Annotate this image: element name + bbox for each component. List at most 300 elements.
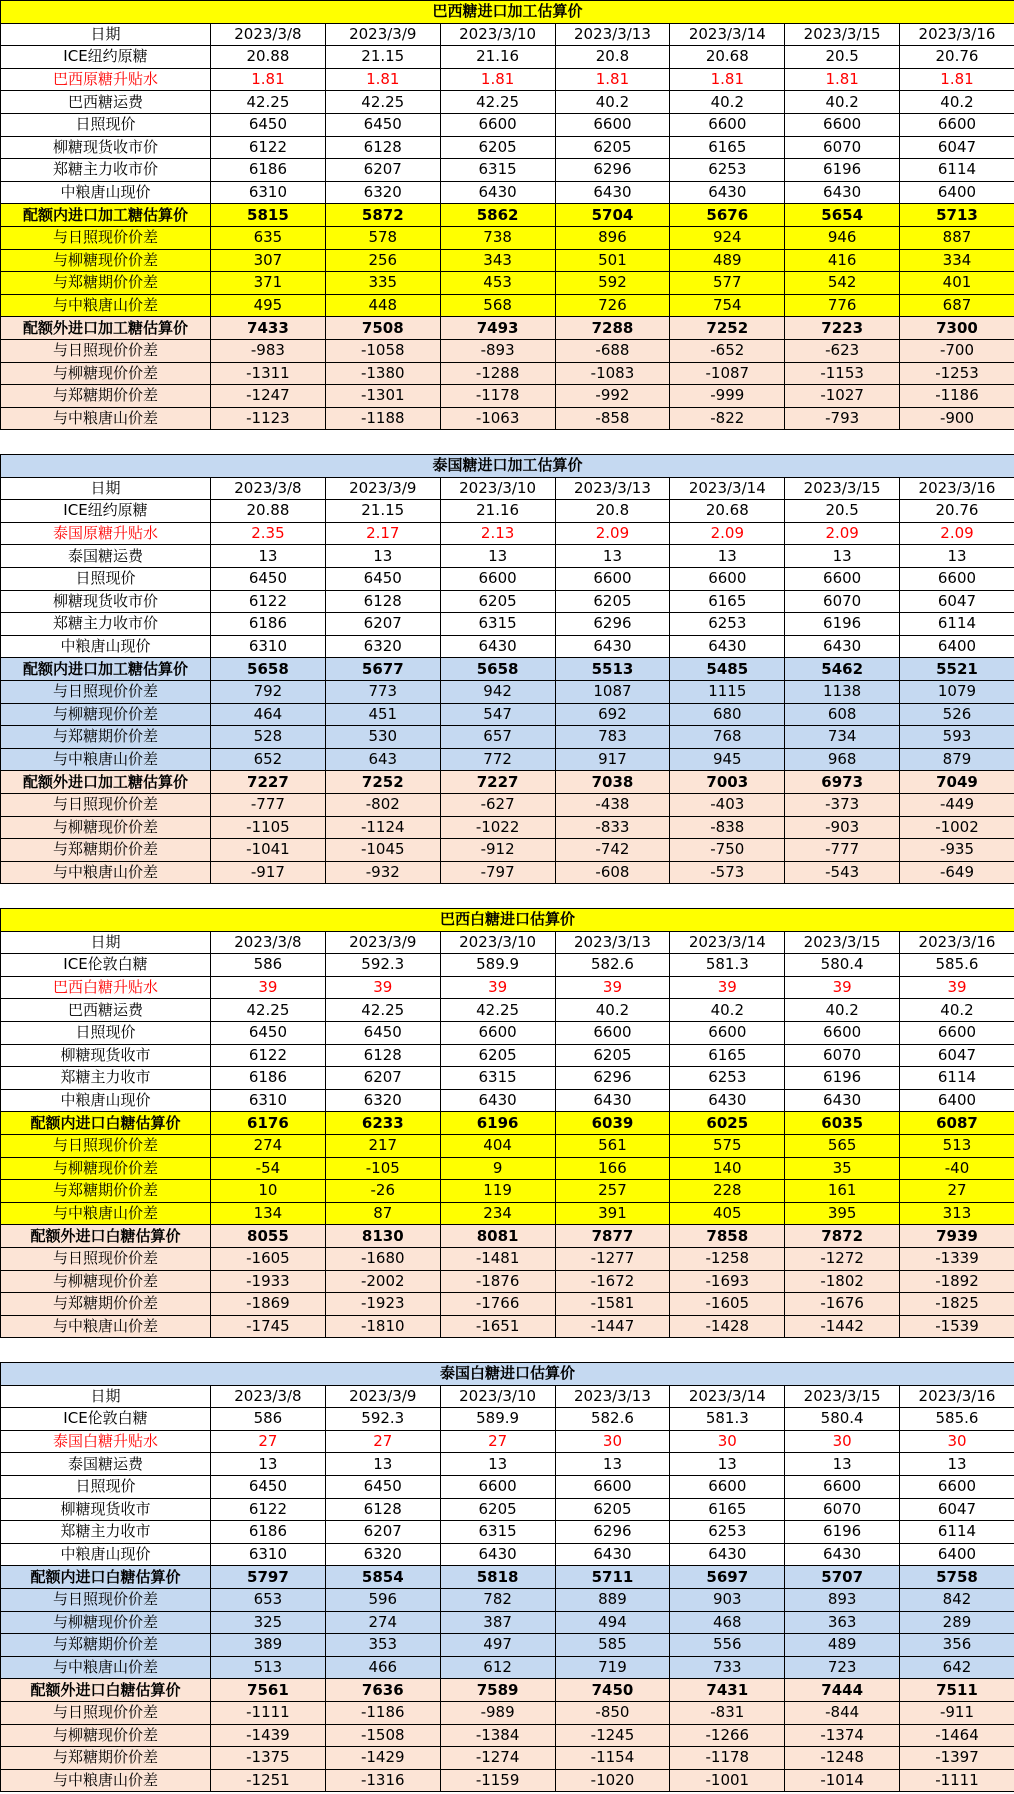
row-label: 与中粮唐山价差 xyxy=(1,1315,211,1338)
table-cell: 39 xyxy=(325,976,440,999)
table-cell: -742 xyxy=(555,839,670,862)
table-cell: 6253 xyxy=(670,1067,785,1090)
table-cell: 6600 xyxy=(555,113,670,136)
table-cell: -1274 xyxy=(440,1747,555,1770)
table-cell: 513 xyxy=(900,1134,1014,1157)
table-cell: 2.17 xyxy=(325,522,440,545)
table-cell: 585 xyxy=(555,1634,670,1657)
row-label: 与中粮唐山价差 xyxy=(1,1769,211,1792)
table-cell: 592.3 xyxy=(325,954,440,977)
table-cell: 6114 xyxy=(900,613,1014,636)
table-cell: -1447 xyxy=(555,1315,670,1338)
table-row xyxy=(1,635,1014,658)
row-label: 配额内进口加工糖估算价 xyxy=(1,658,211,681)
table-cell: -573 xyxy=(670,861,785,884)
table-cell: -912 xyxy=(440,839,555,862)
table-cell: 6205 xyxy=(440,590,555,613)
table-cell: 39 xyxy=(670,976,785,999)
row-label: 与郑糖期价价差 xyxy=(1,1634,211,1657)
table-cell: 6430 xyxy=(555,635,670,658)
table-cell: 582.6 xyxy=(555,1408,670,1431)
row-label: 郑糖主力收市 xyxy=(1,1067,211,1090)
table-cell: 353 xyxy=(325,1634,440,1657)
table-cell: 5521 xyxy=(900,658,1014,681)
table-cell: 7300 xyxy=(900,317,1014,340)
row-label: 与日照现价价差 xyxy=(1,1588,211,1611)
table-cell: 723 xyxy=(785,1656,900,1679)
table-cell: 6430 xyxy=(785,635,900,658)
table-cell: -1248 xyxy=(785,1747,900,1770)
table-row xyxy=(1,590,1014,613)
table-row xyxy=(1,1656,1014,1679)
table-cell: -1186 xyxy=(900,385,1014,408)
table-cell: -1188 xyxy=(325,407,440,430)
table-cell: -750 xyxy=(670,839,785,862)
table-cell: -1087 xyxy=(670,362,785,385)
table-row xyxy=(1,1724,1014,1747)
table-cell: -900 xyxy=(900,407,1014,430)
table-cell: 1.81 xyxy=(785,68,900,91)
table-row xyxy=(1,407,1014,430)
table-row xyxy=(1,159,1014,182)
table-row xyxy=(1,793,1014,816)
table-cell: 371 xyxy=(211,272,326,295)
table-cell: -1810 xyxy=(325,1315,440,1338)
table-row xyxy=(1,1453,1014,1476)
table-cell: 13 xyxy=(555,545,670,568)
table-cell: 363 xyxy=(785,1611,900,1634)
table-cell: 39 xyxy=(440,976,555,999)
table-cell: -700 xyxy=(900,339,1014,362)
table-cell: 6450 xyxy=(211,567,326,590)
table-cell: 733 xyxy=(670,1656,785,1679)
table-cell: 6600 xyxy=(900,113,1014,136)
table-cell: 6165 xyxy=(670,1498,785,1521)
table-cell: -1876 xyxy=(440,1270,555,1293)
row-label: 中粮唐山现价 xyxy=(1,1543,211,1566)
table-cell: 917 xyxy=(555,748,670,771)
row-label: 日期 xyxy=(1,23,211,46)
table-cell: 6400 xyxy=(900,1089,1014,1112)
table-cell: 5862 xyxy=(440,204,555,227)
table-cell: 585.6 xyxy=(900,1408,1014,1431)
table-cell: 5704 xyxy=(555,204,670,227)
estimate-table-4 xyxy=(0,1362,1014,1792)
table-cell: 5854 xyxy=(325,1566,440,1589)
table-row xyxy=(1,204,1014,227)
estimate-table-1 xyxy=(0,0,1014,430)
row-label: 与郑糖期价价差 xyxy=(1,1747,211,1770)
table-row xyxy=(1,771,1014,794)
table-cell: 42.25 xyxy=(211,91,326,114)
table-cell: -1245 xyxy=(555,1724,670,1747)
table-cell: 5462 xyxy=(785,658,900,681)
table-cell: 20.68 xyxy=(670,46,785,69)
table-cell: -26 xyxy=(325,1180,440,1203)
table-row xyxy=(1,500,1014,523)
row-label: 与日照现价价差 xyxy=(1,1134,211,1157)
table-cell: 6600 xyxy=(555,1475,670,1498)
table-cell: 6047 xyxy=(900,1498,1014,1521)
table-cell: -911 xyxy=(900,1701,1014,1724)
table-cell: -1442 xyxy=(785,1315,900,1338)
table-cell: 719 xyxy=(555,1656,670,1679)
table-row xyxy=(1,839,1014,862)
table-cell: -777 xyxy=(785,839,900,862)
table-row xyxy=(1,339,1014,362)
row-label: 与柳糖现价价差 xyxy=(1,362,211,385)
table-cell: 6450 xyxy=(325,1475,440,1498)
table-cell: -1159 xyxy=(440,1769,555,1792)
row-label: 泰国糖运费 xyxy=(1,545,211,568)
table-cell: -688 xyxy=(555,339,670,362)
table-cell: -608 xyxy=(555,861,670,884)
row-label: ICE纽约原糖 xyxy=(1,500,211,523)
table-cell: 2023/3/13 xyxy=(555,931,670,954)
table-cell: 6450 xyxy=(211,1021,326,1044)
table-cell: 307 xyxy=(211,249,326,272)
table-cell: 773 xyxy=(325,680,440,703)
row-label: ICE纽约原糖 xyxy=(1,46,211,69)
table-cell: 21.16 xyxy=(440,500,555,523)
table-cell: 274 xyxy=(325,1611,440,1634)
table-cell: 6600 xyxy=(785,113,900,136)
table-cell: 8081 xyxy=(440,1225,555,1248)
table-cell: 13 xyxy=(785,1453,900,1476)
table-cell: 1.81 xyxy=(900,68,1014,91)
table-cell: 466 xyxy=(325,1656,440,1679)
table-cell: 27 xyxy=(211,1430,326,1453)
table-row xyxy=(1,1180,1014,1203)
table-cell: 395 xyxy=(785,1202,900,1225)
table-cell: -1020 xyxy=(555,1769,670,1792)
table-cell: -1272 xyxy=(785,1247,900,1270)
table-cell: 7049 xyxy=(900,771,1014,794)
table-cell: 42.25 xyxy=(211,999,326,1022)
table-cell: 7223 xyxy=(785,317,900,340)
table-cell: 5872 xyxy=(325,204,440,227)
table-cell: -1258 xyxy=(670,1247,785,1270)
table-cell: 586 xyxy=(211,1408,326,1431)
table-row xyxy=(1,294,1014,317)
table-cell: 20.5 xyxy=(785,500,900,523)
row-label: 配额外进口白糖估算价 xyxy=(1,1679,211,1702)
table-cell: -777 xyxy=(211,793,326,816)
table-cell: 6450 xyxy=(325,1021,440,1044)
table-cell: 581.3 xyxy=(670,954,785,977)
row-label: 与郑糖期价价差 xyxy=(1,726,211,749)
table-cell: 30 xyxy=(785,1430,900,1453)
table-cell: 42.25 xyxy=(440,91,555,114)
row-label: 配额外进口白糖估算价 xyxy=(1,1225,211,1248)
table-row xyxy=(1,226,1014,249)
table-row xyxy=(1,1430,1014,1453)
table-cell: 578 xyxy=(325,226,440,249)
table-cell: 6047 xyxy=(900,1044,1014,1067)
table-row xyxy=(1,1157,1014,1180)
table-cell: 738 xyxy=(440,226,555,249)
table-cell: 556 xyxy=(670,1634,785,1657)
table-cell: 2023/3/14 xyxy=(670,477,785,500)
table-cell: -1428 xyxy=(670,1315,785,1338)
table-cell: 6296 xyxy=(555,613,670,636)
table-title-row xyxy=(1,1,1014,24)
table-cell: 497 xyxy=(440,1634,555,1657)
table-cell: 6600 xyxy=(900,567,1014,590)
table-cell: 530 xyxy=(325,726,440,749)
table-cell: 6320 xyxy=(325,181,440,204)
table-row xyxy=(1,1089,1014,1112)
table-cell: 7561 xyxy=(211,1679,326,1702)
table-cell: 589.9 xyxy=(440,1408,555,1431)
table-cell: 568 xyxy=(440,294,555,317)
table-cell: 489 xyxy=(785,1634,900,1657)
table-cell: -850 xyxy=(555,1701,670,1724)
table-cell: 2023/3/8 xyxy=(211,931,326,954)
table-cell: 6207 xyxy=(325,159,440,182)
table-cell: -1266 xyxy=(670,1724,785,1747)
table-cell: 2.09 xyxy=(670,522,785,545)
table-cell: 6430 xyxy=(440,181,555,204)
table-cell: 7450 xyxy=(555,1679,670,1702)
table-cell: 119 xyxy=(440,1180,555,1203)
table-cell: -1041 xyxy=(211,839,326,862)
table-cell: -999 xyxy=(670,385,785,408)
table-cell: 2023/3/13 xyxy=(555,477,670,500)
table-row xyxy=(1,136,1014,159)
table-cell: -2002 xyxy=(325,1270,440,1293)
table-cell: 2023/3/10 xyxy=(440,1385,555,1408)
table-cell: 6196 xyxy=(785,1521,900,1544)
table-cell: 6186 xyxy=(211,613,326,636)
table-cell: 6320 xyxy=(325,635,440,658)
table-cell: 589.9 xyxy=(440,954,555,977)
table-row xyxy=(1,1202,1014,1225)
table-row xyxy=(1,1634,1014,1657)
table-cell: 542 xyxy=(785,272,900,295)
table-row xyxy=(1,613,1014,636)
table-cell: 2.35 xyxy=(211,522,326,545)
row-label: 与郑糖期价价差 xyxy=(1,272,211,295)
table-row xyxy=(1,1747,1014,1770)
table-cell: 1.81 xyxy=(211,68,326,91)
table-cell: 6430 xyxy=(670,635,785,658)
row-label: 与中粮唐山价差 xyxy=(1,294,211,317)
table-cell: 13 xyxy=(900,545,1014,568)
table-cell: -1693 xyxy=(670,1270,785,1293)
table-cell: 20.76 xyxy=(900,500,1014,523)
table-cell: 6070 xyxy=(785,1044,900,1067)
table-row xyxy=(1,726,1014,749)
table-cell: 289 xyxy=(900,1611,1014,1634)
table-cell: 6035 xyxy=(785,1112,900,1135)
table-cell: 2023/3/15 xyxy=(785,931,900,954)
table-cell: -1316 xyxy=(325,1769,440,1792)
table-cell: 6400 xyxy=(900,181,1014,204)
table-cell: -1539 xyxy=(900,1315,1014,1338)
table-cell: -932 xyxy=(325,861,440,884)
table-cell: 9 xyxy=(440,1157,555,1180)
table-cell: 7252 xyxy=(670,317,785,340)
table-row xyxy=(1,1293,1014,1316)
table-cell: -438 xyxy=(555,793,670,816)
table-cell: 42.25 xyxy=(440,999,555,1022)
table-cell: -1022 xyxy=(440,816,555,839)
table-cell: 2.13 xyxy=(440,522,555,545)
row-label: 与柳糖现价价差 xyxy=(1,1611,211,1634)
table-cell: 2023/3/14 xyxy=(670,23,785,46)
table-cell: 20.8 xyxy=(555,46,670,69)
table-row xyxy=(1,249,1014,272)
table-cell: 596 xyxy=(325,1588,440,1611)
table-cell: 942 xyxy=(440,680,555,703)
table-cell: 6430 xyxy=(670,181,785,204)
table-cell: 6186 xyxy=(211,1067,326,1090)
table-cell: 6310 xyxy=(211,635,326,658)
table-cell: 35 xyxy=(785,1157,900,1180)
table-title: 巴西白糖进口估算价 xyxy=(1,909,1014,932)
table-cell: 565 xyxy=(785,1134,900,1157)
table-row xyxy=(1,816,1014,839)
table-cell: 20.76 xyxy=(900,46,1014,69)
table-cell: 2023/3/15 xyxy=(785,1385,900,1408)
table-row xyxy=(1,1385,1014,1408)
row-label: 巴西糖运费 xyxy=(1,999,211,1022)
table-row xyxy=(1,748,1014,771)
table-cell: -1481 xyxy=(440,1247,555,1270)
table-cell: 387 xyxy=(440,1611,555,1634)
table-cell: 6600 xyxy=(785,1021,900,1044)
table-cell: -833 xyxy=(555,816,670,839)
table-cell: -838 xyxy=(670,816,785,839)
table-cell: -1339 xyxy=(900,1247,1014,1270)
table-cell: 2023/3/8 xyxy=(211,1385,326,1408)
table-cell: 134 xyxy=(211,1202,326,1225)
table-cell: 257 xyxy=(555,1180,670,1203)
table-cell: -1178 xyxy=(440,385,555,408)
table-cell: 6165 xyxy=(670,1044,785,1067)
table-cell: 7872 xyxy=(785,1225,900,1248)
table-cell: 489 xyxy=(670,249,785,272)
table-cell: -1063 xyxy=(440,407,555,430)
table-cell: 13 xyxy=(555,1453,670,1476)
table-cell: -831 xyxy=(670,1701,785,1724)
table-cell: -1380 xyxy=(325,362,440,385)
table-cell: 13 xyxy=(325,545,440,568)
table-cell: 6400 xyxy=(900,635,1014,658)
table-cell: 20.8 xyxy=(555,500,670,523)
row-label: 与柳糖现价价差 xyxy=(1,1157,211,1180)
table-row xyxy=(1,46,1014,69)
table-cell: 274 xyxy=(211,1134,326,1157)
table-cell: 27 xyxy=(325,1430,440,1453)
row-label: 配额内进口加工糖估算价 xyxy=(1,204,211,227)
table-cell: 692 xyxy=(555,703,670,726)
row-label: 与郑糖期价价差 xyxy=(1,1293,211,1316)
table-cell: 6087 xyxy=(900,1112,1014,1135)
table-cell: 7858 xyxy=(670,1225,785,1248)
table-cell: 6186 xyxy=(211,1521,326,1544)
table-cell: 687 xyxy=(900,294,1014,317)
table-row xyxy=(1,861,1014,884)
table-cell: -1384 xyxy=(440,1724,555,1747)
table-cell: 8130 xyxy=(325,1225,440,1248)
row-label: 与郑糖期价价差 xyxy=(1,839,211,862)
table-cell: 783 xyxy=(555,726,670,749)
table-row xyxy=(1,1521,1014,1544)
row-label: 与柳糖现价价差 xyxy=(1,1724,211,1747)
table-cell: 5658 xyxy=(211,658,326,681)
table-cell: 228 xyxy=(670,1180,785,1203)
table-cell: -1251 xyxy=(211,1769,326,1792)
row-label: 与郑糖期价价差 xyxy=(1,385,211,408)
table-row xyxy=(1,1067,1014,1090)
table-cell: 39 xyxy=(785,976,900,999)
table-cell: 734 xyxy=(785,726,900,749)
table-cell: 13 xyxy=(785,545,900,568)
table-cell: -992 xyxy=(555,385,670,408)
table-cell: 334 xyxy=(900,249,1014,272)
table-cell: 7038 xyxy=(555,771,670,794)
row-label: 配额内进口白糖估算价 xyxy=(1,1566,211,1589)
table-cell: 6207 xyxy=(325,1521,440,1544)
table-cell: 87 xyxy=(325,1202,440,1225)
row-label: 与日照现价价差 xyxy=(1,1701,211,1724)
table-cell: 2023/3/9 xyxy=(325,931,440,954)
table-cell: 7877 xyxy=(555,1225,670,1248)
table-cell: 20.88 xyxy=(211,500,326,523)
table-row xyxy=(1,317,1014,340)
table-cell: 593 xyxy=(900,726,1014,749)
table-cell: 13 xyxy=(900,1453,1014,1476)
table-cell: 6205 xyxy=(555,1498,670,1521)
table-cell: 7939 xyxy=(900,1225,1014,1248)
table-cell: 21.16 xyxy=(440,46,555,69)
table-cell: 6047 xyxy=(900,590,1014,613)
table-cell: 6450 xyxy=(325,113,440,136)
table-cell: 6430 xyxy=(555,181,670,204)
table-cell: 1.81 xyxy=(555,68,670,91)
table-cell: 20.5 xyxy=(785,46,900,69)
table-cell: -1058 xyxy=(325,339,440,362)
row-label: 配额外进口加工糖估算价 xyxy=(1,771,211,794)
table-cell: 653 xyxy=(211,1588,326,1611)
table-cell: 27 xyxy=(440,1430,555,1453)
table-cell: -1186 xyxy=(325,1701,440,1724)
table-cell: -1672 xyxy=(555,1270,670,1293)
table-cell: 768 xyxy=(670,726,785,749)
table-cell: 2023/3/13 xyxy=(555,23,670,46)
row-label: 与日照现价价差 xyxy=(1,1247,211,1270)
table-cell: 6430 xyxy=(440,635,555,658)
table-cell: 13 xyxy=(325,1453,440,1476)
table-cell: 7493 xyxy=(440,317,555,340)
table-cell: 217 xyxy=(325,1134,440,1157)
table-row xyxy=(1,1021,1014,1044)
table-row xyxy=(1,1225,1014,1248)
table-cell: 21.15 xyxy=(325,500,440,523)
table-cell: 2.09 xyxy=(900,522,1014,545)
row-label: 巴西白糖升贴水 xyxy=(1,976,211,999)
row-label: 与柳糖现价价差 xyxy=(1,1270,211,1293)
table-cell: 39 xyxy=(211,976,326,999)
table-cell: 6233 xyxy=(325,1112,440,1135)
table-cell: 652 xyxy=(211,748,326,771)
table-cell: 2023/3/13 xyxy=(555,1385,670,1408)
table-cell: 42.25 xyxy=(325,999,440,1022)
table-cell: 5797 xyxy=(211,1566,326,1589)
table-cell: 405 xyxy=(670,1202,785,1225)
